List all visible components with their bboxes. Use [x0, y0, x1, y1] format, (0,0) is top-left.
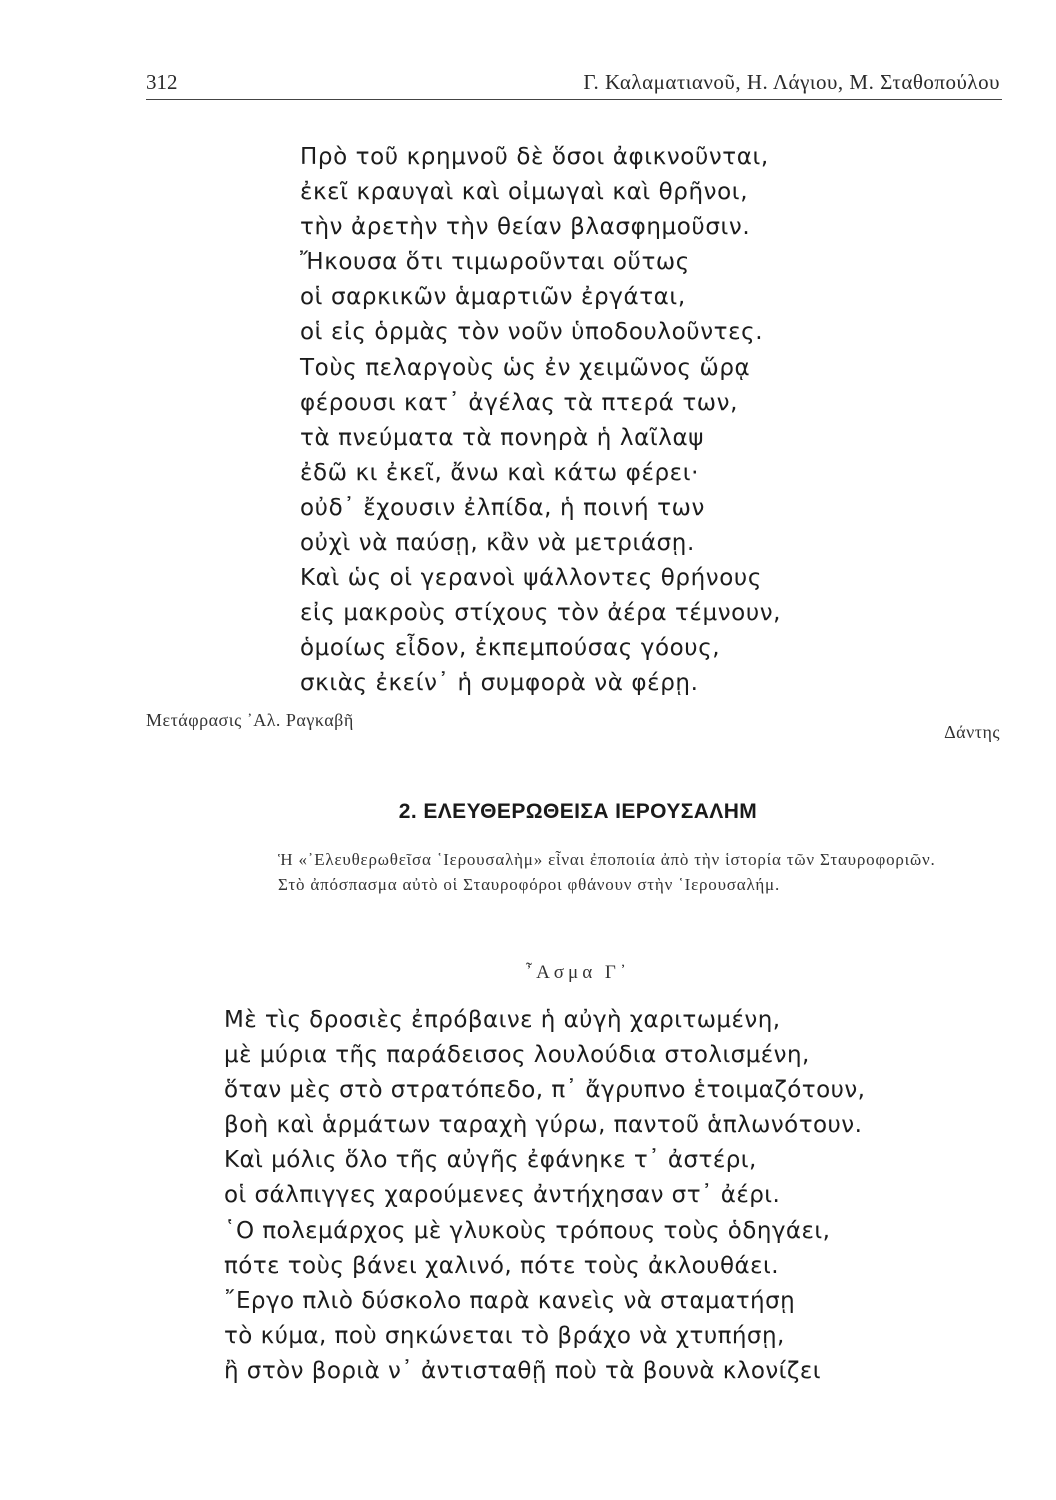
poem-line: τὸ κύμα, ποὺ σηκώνεται τὸ βράχο νὰ χτυπήσῃ,: [224, 1322, 785, 1349]
jerusalem-poem: [224, 1003, 865, 1389]
poem-line: βοὴ καὶ ἁρμάτων ταραχὴ γύρω, παντοῦ ἁπλωνότουν.: [224, 1112, 863, 1139]
poem-line: Πρὸ τοῦ κρημνοῦ δὲ ὅσοι ἀφικνοῦνται,: [300, 144, 769, 170]
poem-line: εἰς μακροὺς στίχους τὸν ἀέρα τέμνουν,: [300, 600, 782, 627]
translator-credit: Μετάφρασις ᾽Αλ. Ραγκαβῆ: [146, 710, 354, 730]
poem-line: ῾Ο πολεμάρχος μὲ γλυκοὺς τρόπους τοὺς ὁδηγάει,: [224, 1217, 831, 1244]
canto-heading: ῏Ασμα Γ᾽: [525, 962, 631, 983]
running-head: Γ. Καλαματιανοῦ, Η. Λάγιου, Μ. Σταθοπούλου: [583, 70, 1000, 94]
poem-line: Καὶ ὡς οἱ γερανοὶ ψάλλοντες θρήνους: [300, 565, 762, 592]
poem-line: Ἤκουσα ὅτι τιμωροῦνται οὕτως: [300, 249, 690, 276]
poem-line: μὲ μύρια τῆς παράδεισος λουλούδια στολισμένη,: [224, 1042, 810, 1069]
poem-line: ῎Εργο πλιὸ δύσκολο παρὰ κανεὶς νὰ σταματήσῃ: [224, 1287, 796, 1314]
poem-line: τὰ πνεύματα τὰ πονηρὰ ἡ λαῖλαψ: [300, 424, 704, 451]
dante-poem: [300, 140, 781, 702]
author-credit: Δάντης: [944, 722, 1000, 742]
poem-line: οἱ σαρκικῶν ἁμαρτιῶν ἐργάται,: [300, 284, 686, 311]
poem-line: οὐδ᾽ ἔχουσιν ἐλπίδα, ἡ ποινή των: [300, 494, 705, 521]
poem-line: πότε τοὺς βάνει χαλινό, πότε τοὺς ἀκλουθάει.: [224, 1252, 779, 1279]
poem-line: ὁμοίως εἶδον, ἐκπεμπούσας γόους,: [300, 635, 721, 662]
poem-line: τὴν ἀρετὴν τὴν θείαν βλασφημοῦσιν.: [300, 214, 751, 241]
poem-line: οἱ σάλπιγγες χαρούμενες ἀντήχησαν στ᾽ ἀέρι.: [224, 1182, 781, 1209]
section-title: 2. ΕΛΕΥΘΕΡΩΘΕΙΣΑ ΙΕΡΟΥΣΑΛΗΜ: [398, 800, 758, 823]
header-rule: [146, 99, 1002, 100]
poem-line: ἐκεῖ κραυγαὶ καὶ οἰμωγαὶ καὶ θρῆνοι,: [300, 179, 749, 206]
intro-paragraph: Ἡ «᾽Ελευθερωθεῖσα ῾Ιερουσαλὴμ» εἶναι ἐποποιία ἀπὸ τὴν ἱστορία τῶν Σταυροφοριῶν.: [278, 850, 936, 869]
poem-line: Μὲ τὶς δροσιὲς ἐπρόβαινε ἡ αὐγὴ χαριτωμένη,: [224, 1007, 781, 1033]
intro-paragraph: Στὸ ἀπόσπασμα αὐτὸ οἱ Σταυροφόροι φθάνουν στὴν ῾Ιερουσαλήμ.: [278, 875, 781, 894]
page-number: 312: [146, 70, 178, 94]
poem-line: Καὶ μόλις ὅλο τῆς αὐγῆς ἐφάνηκε τ᾽ ἀστέρι,: [224, 1147, 757, 1174]
poem-line: ὅταν μὲς στὸ στρατόπεδο, π᾽ ἄγρυπνο ἑτοιμαζότουν,: [224, 1077, 866, 1104]
poem-line: ἢ στὸν βοριὰ ν᾽ ἀντισταθῇ ποὺ τὰ βουνὰ κλονίζει: [224, 1357, 821, 1384]
poem-line: σκιὰς ἐκείν᾽ ἡ συμφορὰ νὰ φέρῃ.: [300, 670, 699, 697]
section-intro: [222, 847, 1012, 897]
poem-line: οἱ εἰς ὁρμὰς τὸν νοῦν ὑποδουλοῦντες.: [300, 319, 764, 346]
poem-line: ἐδῶ κι ἐκεῖ, ἄνω καὶ κάτω φέρει·: [300, 459, 700, 486]
poem-line: φέρουσι κατ᾽ ἀγέλας τὰ πτερά των,: [300, 389, 738, 416]
poem-line: οὐχὶ νὰ παύσῃ, κἂν νὰ μετριάσῃ.: [300, 530, 695, 557]
poem-line: Τοὺς πελαργοὺς ὡς ἐν χειμῶνος ὥρᾳ: [300, 354, 751, 381]
